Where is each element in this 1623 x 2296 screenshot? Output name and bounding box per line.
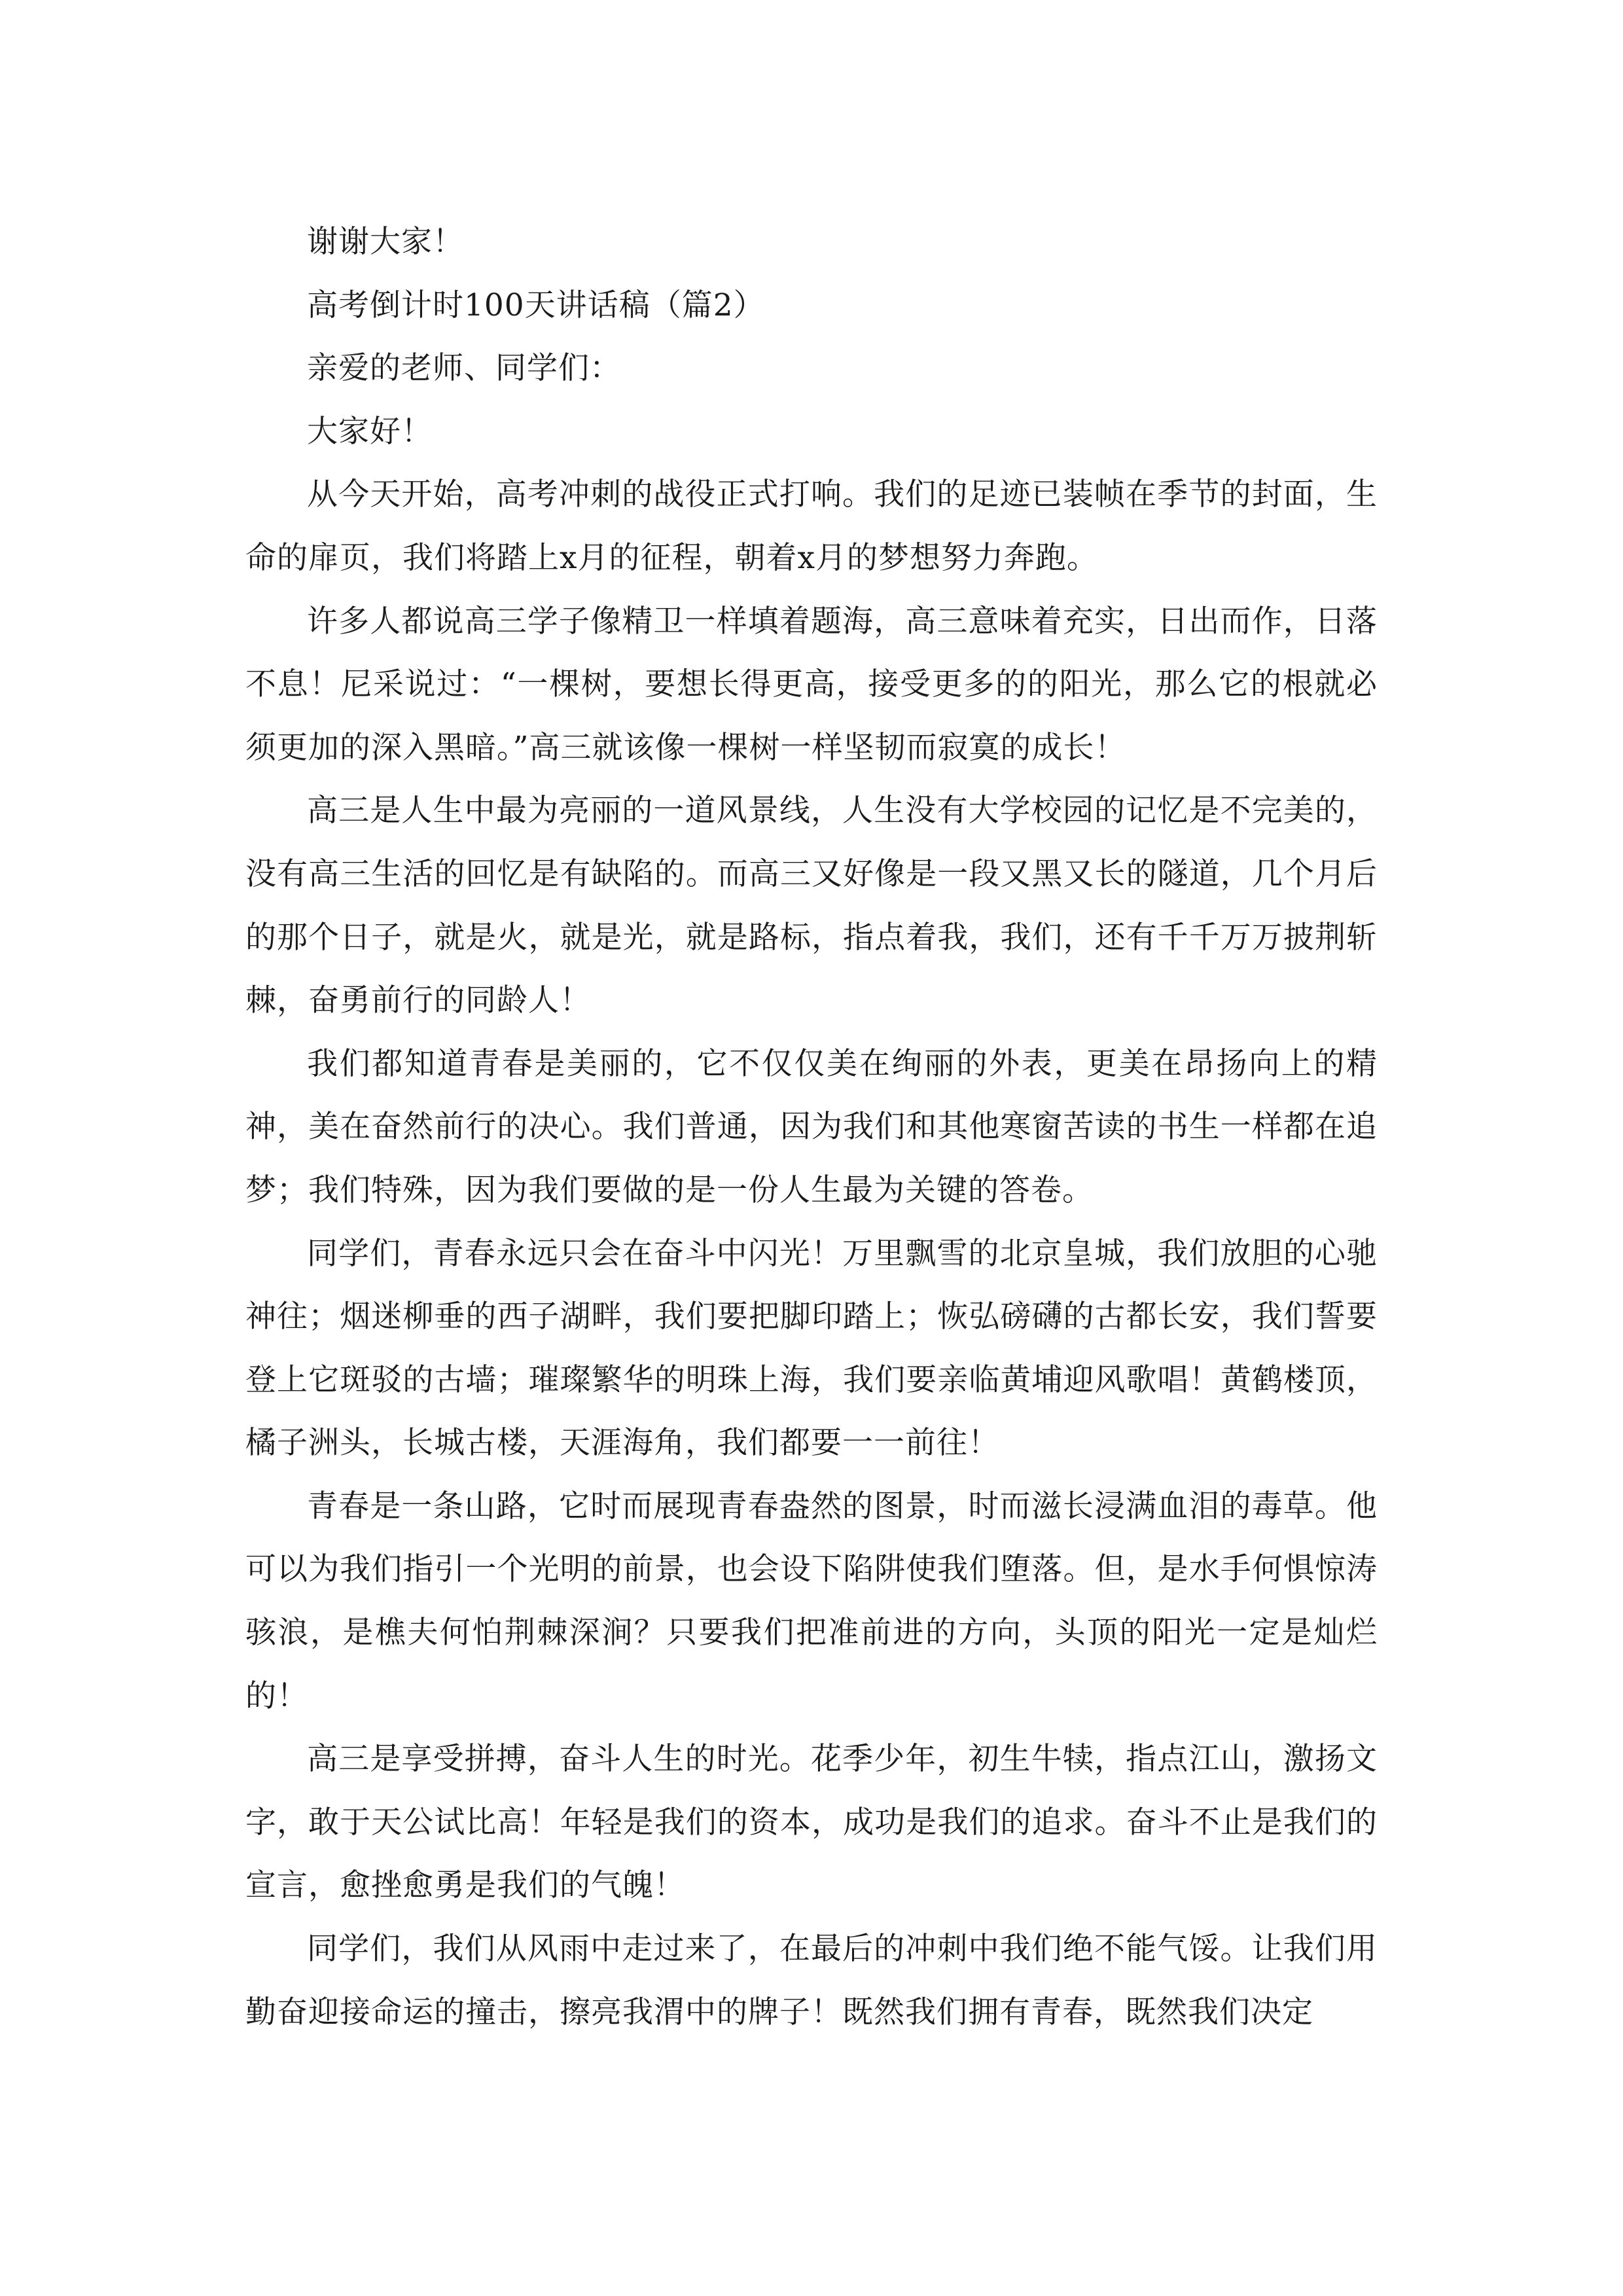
body-paragraph: 从今天开始，高考冲刺的战役正式打响。我们的足迹已装帧在季节的封面，生命的扉页，我们将踏上x月的征程，朝着x月的梦想努力奔跑。 xyxy=(245,476,1378,576)
body-paragraph: 同学们，我们从风雨中走过来了，在最后的冲刺中我们绝不能气馁。让我们用勤奋迎接命运的撞击，擦亮我渭中的牌子！既然我们拥有青春，既然我们决定 xyxy=(245,1931,1378,2030)
salutation: 亲爱的老师、同学们： xyxy=(307,350,621,387)
document-body xyxy=(245,211,1378,2044)
body-paragraph: 我们都知道青春是美丽的，它不仅仅美在绚丽的外表，更美在昂扬向上的精神，美在奋然前行的决心。我们普通，因为我们和其他寒窗苦读的书生一样都在追梦；我们特殊，因为我们要做的是一份人生最为关键的答卷。 xyxy=(245,1045,1378,1208)
body-paragraph: 同学们，青春永远只会在奋斗中闪光！万里飘雪的北京皇城，我们放胆的心驰神往；烟迷柳垂的西子湖畔，我们要把脚印踏上；恢弘磅礴的古都长安，我们誓要登上它斑驳的古墙；璀璨繁华的明珠上海，我们要亲临黄埔迎风歌唱！黄鹤楼顶，橘子洲头，长城古楼，天涯海角，我们都要一一前往！ xyxy=(245,1235,1378,1462)
closing-thanks: 谢谢大家！ xyxy=(307,224,464,260)
body-paragraph: 高三是享受拼搏，奋斗人生的时光。花季少年，初生牛犊，指点江山，激扬文字，敢于天公试比高！年轻是我们的资本，成功是我们的追求。奋斗不止是我们的宣言，愈挫愈勇是我们的气魄！ xyxy=(245,1741,1378,1904)
body-paragraph: 青春是一条山路，它时而展现青春盎然的图景，时而滋长浸满血泪的毒草。他可以为我们指引一个光明的前景，也会设下陷阱使我们堕落。但，是水手何惧惊涛骇浪，是樵夫何怕荆棘深涧？只要我们把准前进的方向，头顶的阳光一定是灿烂的！ xyxy=(245,1488,1378,1714)
body-paragraph: 高三是人生中最为亮丽的一道风景线，人生没有大学校园的记忆是不完美的，没有高三生活的回忆是有缺陷的。而高三又好像是一段又黑又长的隧道，几个月后的那个日子，就是火，就是光，就是路标，指点着我，我们，还有千千万万披荆斩棘，奋勇前行的同龄人！ xyxy=(245,793,1378,1019)
greeting: 大家好！ xyxy=(307,413,433,450)
body-paragraph: 许多人都说高三学子像精卫一样填着题海，高三意味着充实，日出而作，日落不息！尼采说过：“一棵树，要想长得更高，接受更多的的阳光，那么它的根就必须更加的深入黑暗。”高三就该像一棵树一样坚韧而寂寞的成长！ xyxy=(245,603,1378,766)
speech-title: 高考倒计时100天讲话稿（篇2） xyxy=(307,287,765,323)
